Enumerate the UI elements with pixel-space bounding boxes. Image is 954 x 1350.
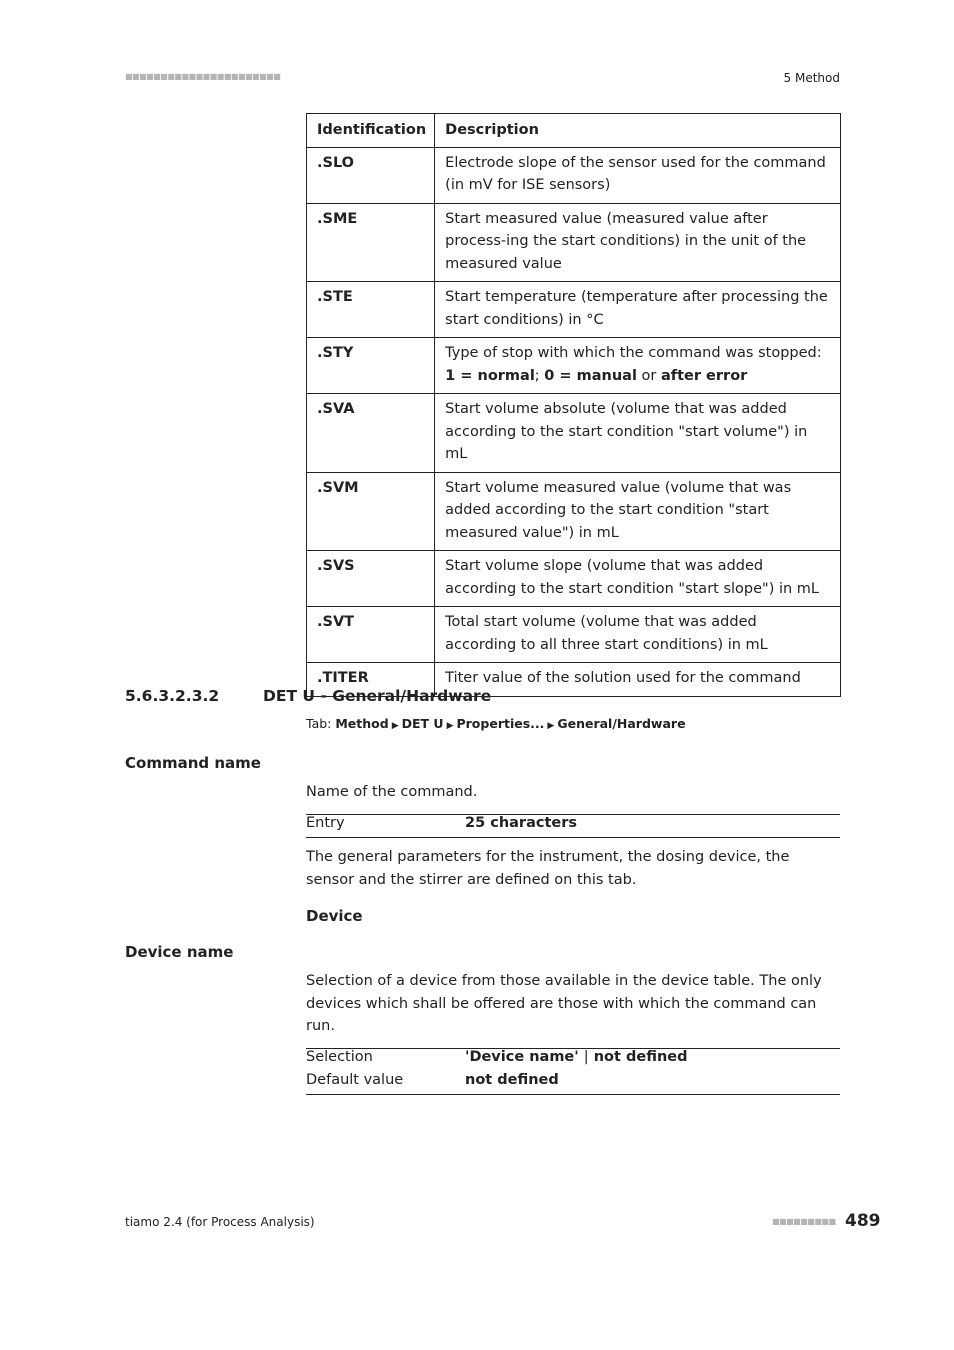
row-id: .STE [307, 282, 435, 338]
table-row [307, 607, 841, 663]
section-title: DET U - General/Hardware [263, 687, 492, 705]
table-row [307, 282, 841, 338]
row-id: .STY [307, 338, 435, 394]
device-name-description: Selection of a device from those available in the device table. The only devices which shall be offered are those with which the command can run. [306, 973, 822, 1034]
row-description: Electrode slope of the sensor used for the command (in mV for ISE sensors) [435, 147, 841, 203]
table-row [307, 203, 841, 282]
column-header-identification: Identification [307, 114, 435, 148]
row-description: Start measured value (measured value after process-ing the start conditions) in the unit of the measured value [435, 203, 841, 282]
tab-path-item: Method [335, 716, 389, 731]
row-description: Start temperature (temperature after processing the start conditions) in °C [435, 282, 841, 338]
stop-type-or: or [641, 367, 657, 384]
row-id: .TITER [307, 663, 435, 697]
tab-path-item: DET U [401, 716, 444, 731]
row-id: .SME [307, 203, 435, 282]
row-description: Total start volume (volume that was added according to all three start conditions) in mL [435, 607, 841, 663]
row-description: Start volume slope (volume that was added according to the start condition "start slope") in mL [435, 551, 841, 607]
entry-value: 25 characters [465, 815, 578, 831]
identification-table [306, 113, 841, 697]
device-subheading: Device [306, 907, 363, 925]
stop-type-separator: ; [534, 367, 540, 384]
footer-decoration: ■■■■■■■■■ [772, 1217, 836, 1226]
command-name-label: Command name [125, 754, 261, 772]
selection-value [465, 1049, 687, 1065]
selection-option-not-defined: not defined [593, 1049, 688, 1065]
row-id: .SVM [307, 472, 435, 551]
section-number: 5.6.3.2.3.2 [125, 687, 220, 705]
page-number: 489 [845, 1211, 881, 1231]
table-header-row [307, 114, 841, 148]
selection-label: Selection [306, 1049, 373, 1065]
path-separator-icon: ▶ [391, 721, 399, 731]
device-name-label: Device name [125, 943, 234, 961]
selection-separator: | [583, 1049, 589, 1065]
stop-type-manual: 0 = manual [544, 367, 637, 384]
tab-path-label: Tab: [306, 716, 332, 731]
path-separator-icon: ▶ [547, 721, 555, 731]
command-name-description: Name of the command. [306, 784, 478, 800]
chapter-title: 5 Method [783, 71, 840, 85]
table-row [307, 472, 841, 551]
row-id: .SVS [307, 551, 435, 607]
row-id: .SLO [307, 147, 435, 203]
divider [306, 837, 840, 838]
tab-path [306, 716, 686, 731]
row-description [435, 338, 841, 394]
table-row [307, 338, 841, 394]
stop-type-normal: 1 = normal [445, 367, 535, 384]
tab-path-item: Properties... [456, 716, 545, 731]
header-decoration: ■■■■■■■■■■■■■■■■■■■■■■ [125, 72, 281, 81]
row-description: Start volume absolute (volume that was added according to the start condition "start volume") in mL [435, 394, 841, 473]
selection-option-device-name: 'Device name' [465, 1049, 579, 1065]
row-description: Start volume measured value (volume that was added according to the start condition "start measured value") in mL [435, 472, 841, 551]
row-id: .SVA [307, 394, 435, 473]
stop-type-error: after error [661, 367, 748, 384]
general-description: The general parameters for the instrument, the dosing device, the sensor and the stirrer are defined on this tab. [306, 849, 790, 888]
table-row [307, 147, 841, 203]
path-separator-icon: ▶ [446, 721, 454, 731]
table-row [307, 394, 841, 473]
product-name: tiamo 2.4 (for Process Analysis) [125, 1215, 315, 1229]
column-header-description: Description [435, 114, 841, 148]
divider [306, 1094, 840, 1095]
table-row [307, 551, 841, 607]
row-id: .SVT [307, 607, 435, 663]
default-value: not defined [465, 1072, 559, 1088]
tab-path-item: General/Hardware [557, 716, 686, 731]
stop-type-intro: Type of stop with which the command was stopped: [445, 345, 822, 361]
default-value-label: Default value [306, 1072, 404, 1088]
entry-label: Entry [306, 815, 345, 831]
row-description: Titer value of the solution used for the command [435, 663, 841, 697]
